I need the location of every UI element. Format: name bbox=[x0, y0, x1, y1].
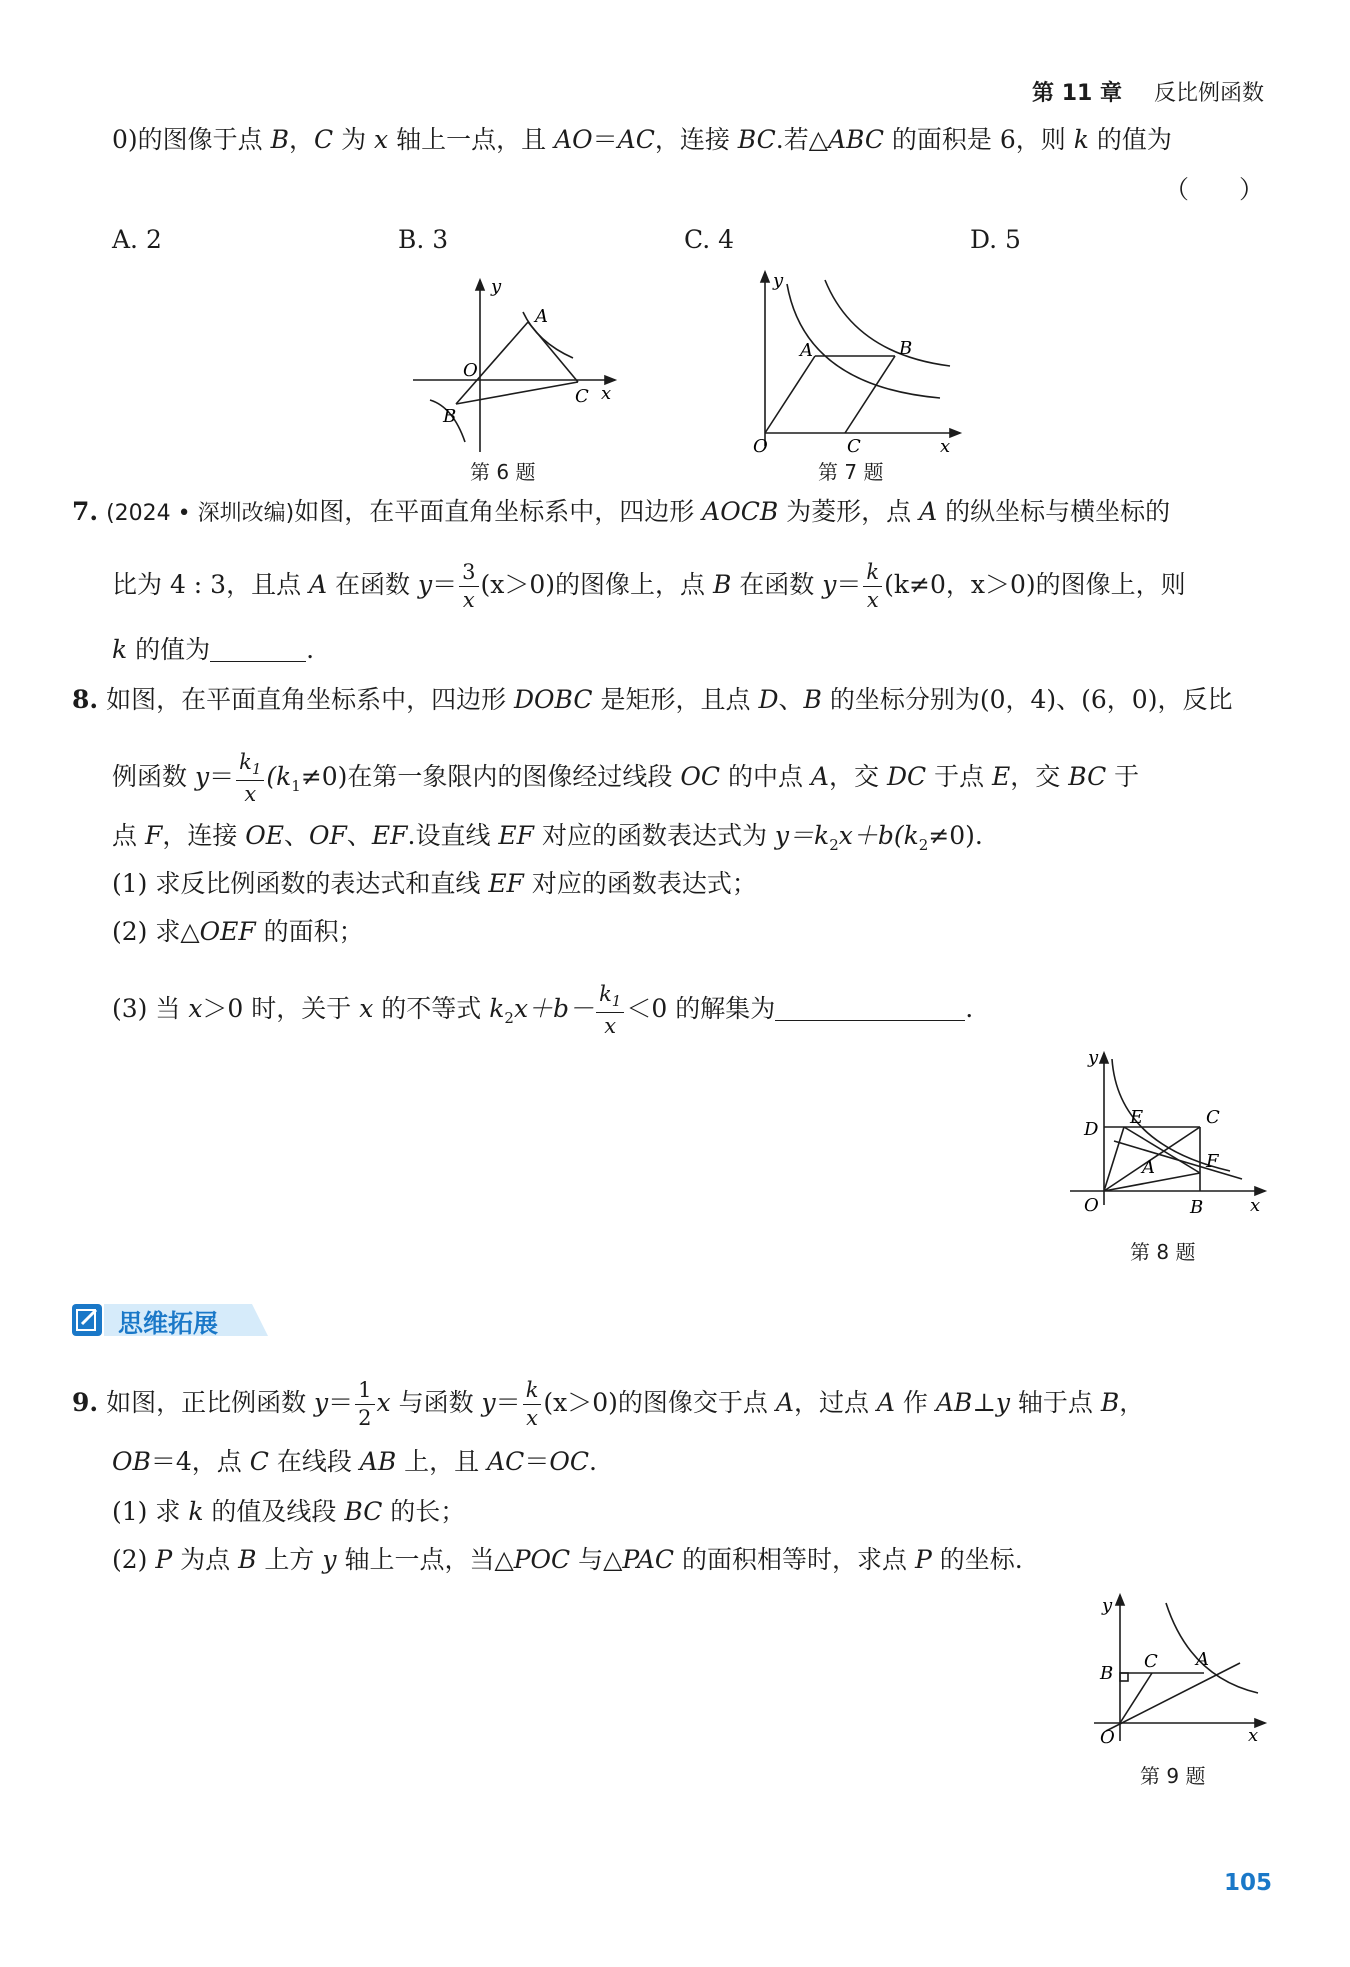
text: 如图，在平面直角坐标系中，四边形 bbox=[294, 497, 703, 526]
label-e: E bbox=[1130, 1107, 1144, 1128]
math-var: OC bbox=[549, 1447, 589, 1476]
math-var: OF bbox=[309, 821, 347, 850]
text: 的面积是 6，则 bbox=[883, 125, 1074, 154]
denominator: x bbox=[462, 588, 475, 612]
subscript: 2 bbox=[829, 836, 839, 854]
figure-6 bbox=[405, 272, 625, 462]
label-b: B bbox=[899, 338, 913, 359]
text: 为点 bbox=[172, 1545, 239, 1574]
figure-7-caption: 第 7 题 bbox=[818, 460, 884, 484]
segment-oe bbox=[1104, 1127, 1124, 1191]
line-ef-extended bbox=[1114, 1141, 1242, 1179]
text: ≠0). bbox=[928, 821, 983, 850]
answer-blank[interactable] bbox=[210, 661, 306, 662]
math-var: C bbox=[249, 1447, 269, 1476]
label-o: O bbox=[1100, 1727, 1115, 1748]
q8-line-2 bbox=[112, 752, 1139, 805]
q6-stem-continuation bbox=[112, 124, 1172, 156]
math-var: EF bbox=[498, 821, 535, 850]
numerator: k bbox=[523, 1380, 542, 1405]
y-axis-arrow bbox=[1100, 1053, 1108, 1063]
denominator: x bbox=[604, 1014, 617, 1039]
text: 为 bbox=[333, 125, 375, 154]
q8-line-1 bbox=[72, 684, 1232, 716]
math-var: y bbox=[995, 1388, 1010, 1417]
label-b: B bbox=[1190, 1197, 1204, 1218]
figure-9-caption: 第 9 题 bbox=[1140, 1764, 1206, 1788]
label-x: x bbox=[601, 383, 612, 404]
math-var: ABC bbox=[827, 125, 884, 154]
label-a: A bbox=[535, 306, 548, 327]
figure-9 bbox=[1080, 1585, 1280, 1755]
option-c: C. 4 bbox=[684, 225, 735, 254]
math-var: k bbox=[188, 1497, 204, 1526]
label-b: B bbox=[443, 406, 457, 427]
math-var: B bbox=[712, 570, 732, 599]
math-expr: y＝k bbox=[774, 821, 830, 850]
text: 轴上一点，当△ bbox=[336, 1545, 514, 1574]
segment-bc bbox=[456, 382, 578, 404]
text: 轴上一点，且 bbox=[388, 125, 555, 154]
text: 与函数 bbox=[390, 1388, 482, 1417]
text: .设直线 bbox=[407, 821, 499, 850]
math-var: D bbox=[758, 685, 779, 714]
q9-line-1 bbox=[72, 1380, 1144, 1429]
text: 在函数 bbox=[731, 570, 823, 599]
q9-line-2 bbox=[112, 1446, 597, 1478]
denominator: x bbox=[866, 588, 879, 612]
text: ＝ bbox=[209, 762, 235, 792]
text: 对应的函数表达式； bbox=[523, 869, 757, 898]
text: 例函数 bbox=[112, 762, 195, 792]
math-var: OC bbox=[680, 762, 721, 792]
label-a: A bbox=[1196, 1649, 1209, 1670]
math-var: A bbox=[919, 497, 938, 526]
text: 0)的图像于点 bbox=[112, 125, 271, 154]
text: k bbox=[599, 982, 612, 1006]
label-x: x bbox=[1250, 1195, 1261, 1216]
math-var: DOBC bbox=[514, 685, 593, 714]
option-b: B. 3 bbox=[398, 225, 449, 254]
text: (3) 当 bbox=[112, 994, 189, 1024]
figure-7 bbox=[745, 266, 975, 456]
text: 的不等式 bbox=[373, 994, 490, 1024]
hyperbola-branch-q1 bbox=[523, 312, 573, 358]
label-x: x bbox=[940, 436, 951, 456]
math-var: OE bbox=[245, 821, 285, 850]
question-number: 8. bbox=[72, 685, 99, 714]
y-axis-arrow bbox=[1116, 1595, 1124, 1605]
text: 于 bbox=[1106, 762, 1140, 792]
math-var: EF bbox=[371, 821, 408, 850]
math-var: y bbox=[822, 570, 837, 599]
math-expr: x＋b(k bbox=[838, 821, 919, 850]
denominator: 2 bbox=[358, 1406, 372, 1430]
text: 的坐标. bbox=[931, 1545, 1023, 1574]
text: 对应的函数表达式为 bbox=[534, 821, 775, 850]
math-var: A bbox=[810, 762, 829, 792]
text: ，连接 bbox=[654, 125, 738, 154]
text: 的值及线段 bbox=[203, 1497, 345, 1526]
math-var: x bbox=[374, 125, 389, 154]
text: (2) 求△ bbox=[112, 917, 200, 946]
numerator: k bbox=[863, 562, 882, 587]
numerator bbox=[236, 752, 264, 781]
math-var: A bbox=[775, 1388, 794, 1417]
text: ＝ bbox=[432, 570, 458, 599]
text: . bbox=[306, 635, 315, 664]
text: . bbox=[588, 1447, 597, 1476]
denominator: x bbox=[526, 1406, 538, 1430]
text: 上，且 bbox=[396, 1447, 488, 1476]
label-o: O bbox=[753, 436, 768, 456]
text: ＝4，点 bbox=[150, 1447, 250, 1476]
text: 是矩形，且点 bbox=[592, 685, 759, 714]
text: 如图，在平面直角坐标系中，四边形 bbox=[106, 685, 515, 714]
numerator bbox=[596, 984, 624, 1013]
text: 的中点 bbox=[720, 762, 811, 792]
answer-bracket: （ ） bbox=[1163, 175, 1264, 204]
question-source: (2024 • 深圳改编) bbox=[106, 501, 295, 526]
math-expr: x＋b－ bbox=[513, 994, 595, 1024]
text: 上方 bbox=[256, 1545, 323, 1574]
text: ，连接 bbox=[162, 821, 246, 850]
label-d: D bbox=[1084, 1119, 1099, 1140]
option-d: D. 5 bbox=[970, 225, 1021, 254]
question-number: 9. bbox=[72, 1388, 99, 1417]
math-var: B bbox=[803, 685, 822, 714]
text: 、 bbox=[284, 821, 310, 850]
label-c: C bbox=[1206, 1107, 1220, 1128]
text: 在函数 bbox=[327, 570, 418, 599]
segment-oa bbox=[765, 356, 815, 433]
text: (2) bbox=[112, 1545, 156, 1574]
figure-6-caption: 第 6 题 bbox=[470, 460, 536, 484]
label-y: y bbox=[1088, 1047, 1099, 1068]
fraction bbox=[355, 1380, 374, 1429]
math-var: A bbox=[876, 1388, 895, 1417]
segment-bc bbox=[845, 356, 895, 433]
text: 的面积； bbox=[255, 917, 364, 946]
math-var: y bbox=[481, 1388, 496, 1417]
text: 点 bbox=[112, 821, 145, 850]
math-var: k bbox=[1073, 125, 1089, 154]
label-b: B bbox=[1100, 1663, 1114, 1684]
text: 的值为 bbox=[1088, 125, 1172, 154]
q7-line-2 bbox=[112, 562, 1186, 611]
subscript: 1 bbox=[251, 760, 262, 779]
fraction bbox=[596, 984, 624, 1037]
fraction bbox=[863, 562, 882, 611]
math-var: AC bbox=[617, 125, 655, 154]
hyperbola bbox=[1166, 1603, 1258, 1693]
math-var: x bbox=[188, 994, 203, 1024]
right-angle-mark bbox=[1120, 1673, 1128, 1681]
text: 与△ bbox=[570, 1545, 623, 1574]
text: ⊥ bbox=[972, 1388, 996, 1417]
label-c: C bbox=[1144, 1651, 1158, 1672]
math-var: C bbox=[314, 125, 334, 154]
math-var: k bbox=[489, 994, 505, 1024]
text: .若△ bbox=[775, 125, 828, 154]
text: ， bbox=[288, 125, 314, 154]
answer-blank[interactable] bbox=[775, 1020, 965, 1021]
math-var: P bbox=[914, 1545, 932, 1574]
math-var: AB bbox=[935, 1388, 973, 1417]
math-var: OEF bbox=[199, 917, 256, 946]
text: . bbox=[965, 994, 974, 1024]
math-var: AC bbox=[487, 1447, 525, 1476]
subscript: 2 bbox=[504, 1009, 514, 1028]
label-y: y bbox=[491, 276, 502, 297]
text: 作 bbox=[894, 1388, 936, 1417]
text: 、 bbox=[346, 821, 372, 850]
label-o: O bbox=[1084, 1195, 1099, 1216]
label-y: y bbox=[773, 270, 784, 291]
math-var: y bbox=[194, 762, 210, 792]
text: 的纵坐标与横坐标的 bbox=[937, 497, 1171, 526]
label-c: C bbox=[575, 386, 589, 407]
math-var: AOCB bbox=[702, 497, 779, 526]
math-var: y bbox=[418, 570, 433, 599]
math-var: y bbox=[322, 1545, 337, 1574]
option-a: A. 2 bbox=[112, 225, 162, 254]
chapter-header bbox=[1032, 76, 1264, 107]
text: 比为 4 : 3，且点 bbox=[112, 570, 310, 599]
math-var: x bbox=[376, 1388, 391, 1417]
text: ，交 bbox=[1010, 762, 1069, 792]
fraction bbox=[236, 752, 264, 805]
y-axis-arrow bbox=[476, 280, 484, 290]
q9-part-2 bbox=[112, 1544, 1023, 1576]
segment-ac bbox=[528, 322, 578, 382]
fraction bbox=[459, 562, 478, 611]
label-f: F bbox=[1206, 1151, 1219, 1172]
label-y: y bbox=[1102, 1595, 1113, 1616]
figure-8 bbox=[1060, 1045, 1280, 1225]
text: ≠0)在第一象限内的图像经过线段 bbox=[300, 762, 681, 792]
hyperbola-ykx bbox=[825, 280, 950, 366]
math-var: BC bbox=[344, 1497, 383, 1526]
text: ＞0 时，关于 bbox=[202, 994, 360, 1024]
math-var: BC bbox=[1068, 762, 1107, 792]
subscript: 2 bbox=[918, 836, 929, 854]
y-axis-arrow bbox=[761, 272, 769, 282]
text: ， bbox=[1119, 1388, 1145, 1417]
text: 的坐标分别为(0，4)、(6，0)，反比 bbox=[821, 685, 1233, 714]
text: (x＞0)的图像上，点 bbox=[480, 570, 713, 599]
math-var: k bbox=[112, 635, 128, 664]
math-var: AB bbox=[359, 1447, 397, 1476]
section-title: 思维拓展 bbox=[118, 1309, 219, 1338]
math-var: AO bbox=[554, 125, 593, 154]
text: (1) 求反比例函数的表达式和直线 bbox=[112, 869, 489, 898]
math-var: B bbox=[270, 125, 289, 154]
math-var: EF bbox=[488, 869, 524, 898]
q8-part-1 bbox=[112, 868, 757, 900]
text: ＝ bbox=[328, 1388, 354, 1417]
text: ，过点 bbox=[793, 1388, 877, 1417]
math-var: P bbox=[155, 1545, 173, 1574]
text: ，交 bbox=[828, 762, 887, 792]
math-var: E bbox=[992, 762, 1011, 792]
x-axis-arrow bbox=[950, 429, 960, 437]
q8-part-2 bbox=[112, 916, 364, 948]
numerator: 3 bbox=[459, 562, 478, 587]
label-a: A bbox=[800, 340, 813, 361]
math-var: OB bbox=[112, 1447, 151, 1476]
text: (k bbox=[266, 762, 292, 792]
text: ＝ bbox=[592, 125, 618, 154]
label-x: x bbox=[1248, 1725, 1259, 1746]
chapter-number: 第 11 章 bbox=[1032, 81, 1122, 106]
text: 为菱形，点 bbox=[778, 497, 920, 526]
q8-part-3 bbox=[112, 984, 973, 1037]
text: 的长； bbox=[382, 1497, 466, 1526]
numerator: 1 bbox=[355, 1380, 374, 1405]
q7-line-1 bbox=[72, 496, 1170, 530]
q7-line-3 bbox=[112, 634, 314, 666]
fraction bbox=[523, 1380, 542, 1429]
label-a: A bbox=[1142, 1157, 1155, 1178]
text: 轴于点 bbox=[1009, 1388, 1101, 1417]
label-o: O bbox=[463, 360, 478, 381]
subscript: 1 bbox=[611, 992, 622, 1011]
question-number: 7. bbox=[72, 497, 99, 526]
x-axis-arrow bbox=[1255, 1187, 1265, 1195]
text: 于点 bbox=[926, 762, 993, 792]
section-banner bbox=[70, 1300, 270, 1340]
chapter-title: 反比例函数 bbox=[1153, 81, 1264, 106]
q9-part-1 bbox=[112, 1496, 465, 1528]
math-var: x bbox=[359, 994, 374, 1024]
text: 、 bbox=[778, 685, 804, 714]
text: (x＞0)的图像交于点 bbox=[543, 1388, 776, 1417]
math-var: POC bbox=[513, 1545, 571, 1574]
text: ＝ bbox=[495, 1388, 521, 1417]
page-number: 105 bbox=[1223, 1870, 1272, 1896]
math-var: DC bbox=[886, 762, 927, 792]
text: (k≠0，x＞0)的图像上，则 bbox=[884, 570, 1186, 599]
label-c: C bbox=[847, 436, 861, 456]
denominator: x bbox=[244, 782, 257, 807]
math-var: F bbox=[144, 821, 163, 850]
text: ＝ bbox=[836, 570, 862, 599]
figure-8-caption: 第 8 题 bbox=[1130, 1240, 1196, 1264]
text: k bbox=[239, 750, 252, 774]
math-var: B bbox=[238, 1545, 257, 1574]
text: 在线段 bbox=[268, 1447, 360, 1476]
text: (1) 求 bbox=[112, 1497, 189, 1526]
text: 如图，正比例函数 bbox=[106, 1388, 315, 1417]
subscript: 1 bbox=[291, 777, 301, 796]
math-var: B bbox=[1100, 1388, 1120, 1417]
text: 的面积相等时，求点 bbox=[674, 1545, 915, 1574]
math-var: BC bbox=[737, 125, 776, 154]
math-var: A bbox=[309, 570, 328, 599]
q8-line-3 bbox=[112, 820, 983, 861]
math-var: y bbox=[314, 1388, 329, 1417]
text: 的值为 bbox=[127, 635, 211, 664]
text: ＝ bbox=[524, 1447, 550, 1476]
math-var: PAC bbox=[622, 1545, 675, 1574]
text: ＜0 的解集为 bbox=[626, 994, 776, 1024]
